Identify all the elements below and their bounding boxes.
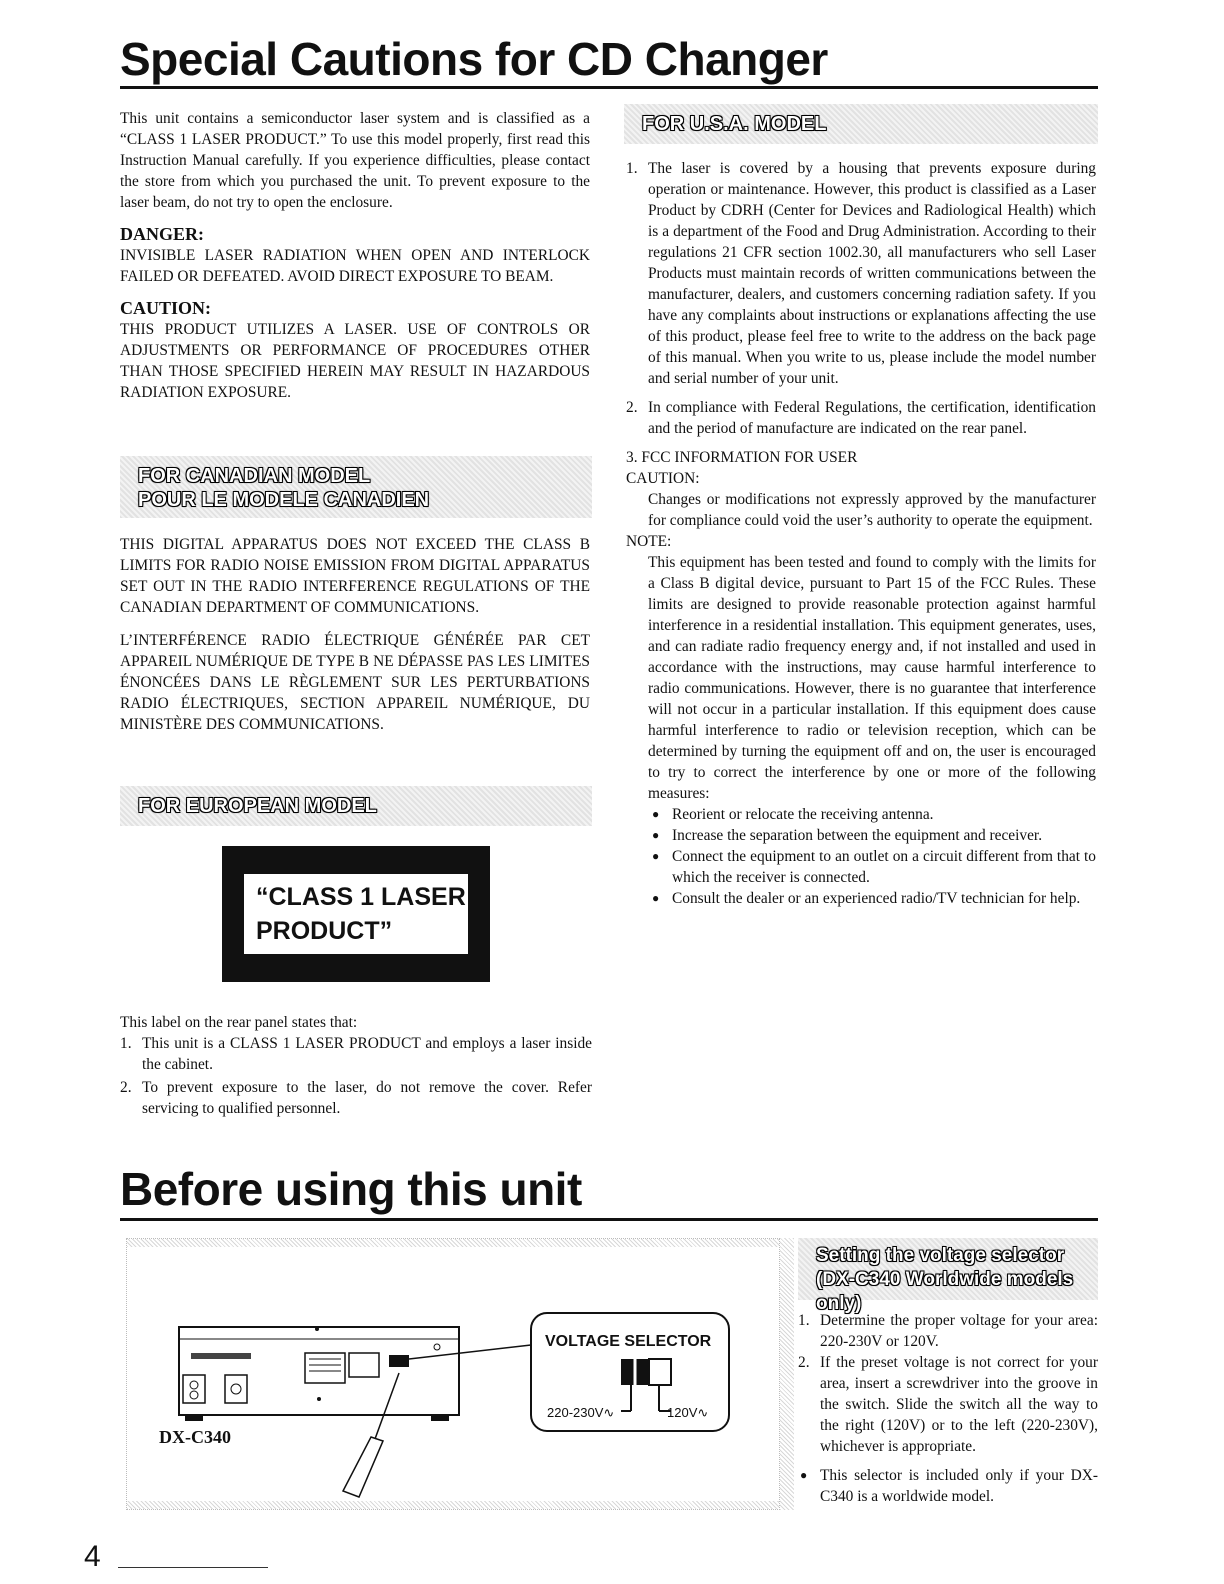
canadian-text-block <box>120 534 590 735</box>
usa-item: 1. The laser is covered by a housing that prevents exposure during operation or maintenance. However, this product is classified as a Laser Product by CDRH (Center for Devices and Radiological Health) which is a department of the Food and Drug Administration. According to their regulations 21 CFR section 1002.30, all manufacturers who sell Laser Products must maintain records of written communications between the manufacturer, dealers, and customers concerning radiation safety. If you have any complaints about instructions or explanations affecting the use of this product, please feel free to write to the address on the back page of this manual. When you write to us, please include the model number and serial number of your unit. <box>626 160 1096 387</box>
caution-heading: CAUTION: <box>120 298 212 318</box>
label-statement-block <box>120 1012 592 1127</box>
panel-foot-left <box>185 1415 203 1421</box>
divider-shade <box>780 1238 794 1510</box>
fcc-measure: ● Reorient or relocate the receiving antenna. <box>652 806 934 823</box>
voltage-right-label: 120V∿ <box>667 1405 709 1420</box>
laser-label-line1: “CLASS 1 LASER <box>256 883 466 911</box>
usa-banner-text: FOR U.S.A. MODEL <box>642 113 827 135</box>
rear-panel-drawing <box>127 1239 779 1509</box>
screw-1 <box>317 1397 321 1401</box>
left-column <box>120 108 590 403</box>
fcc-caution-label: CAUTION: <box>626 470 700 487</box>
fcc-measure: ● Increase the separation between the equipment and receiver. <box>652 827 1043 844</box>
voltage-step: 2. If the preset voltage is not correct for your area, insert a screwdriver into the groove in the switch. Slide the switch all the way to the right (120V) or to the left (220-230V), whichever is appropriate. <box>798 1354 1098 1455</box>
callout-line <box>409 1345 531 1359</box>
danger-text: INVISIBLE LASER RADIATION WHEN OPEN AND INTERLOCK FAILED OR DEFEATED. AVOID DIRECT EXPOSURE TO BEAM. <box>120 247 590 285</box>
screw-2 <box>434 1344 440 1350</box>
voltage-step: 1. Determine the proper voltage for your area: 220-230V or 120V. <box>798 1312 1098 1350</box>
title-rule <box>120 86 1098 89</box>
panel-foot-right <box>431 1415 449 1421</box>
bullet-icon: ● <box>800 1468 808 1482</box>
panel-label-strip <box>191 1353 251 1359</box>
european-banner-text: FOR EUROPEAN MODEL <box>138 795 377 817</box>
laser-label-text <box>244 874 468 954</box>
usa-item: 2. In compliance with Federal Regulations, the certification, identification and the period of manufacture are indicated on the rear panel. <box>626 399 1096 437</box>
switch-knob-light <box>649 1359 671 1385</box>
canadian-banner-line2: POUR LE MODELE CANADIEN <box>138 489 430 511</box>
intro-paragraph: This unit contains a semiconductor laser system and is classified as a “CLASS 1 LASER PRODUCT.” To use this model properly, first read this Instruction Manual carefully. If you experience difficulties, please contact the store from which you purchased the unit. To prevent exposure to the laser beam, do not try to open the enclosure. <box>120 110 590 211</box>
voltage-left-label: 220-230V∿ <box>547 1405 615 1420</box>
laser-label-line2: PRODUCT” <box>256 917 393 945</box>
voltage-selector-figure <box>126 1238 780 1510</box>
canadian-english-text: THIS DIGITAL APPARATUS DOES NOT EXCEED THE CLASS B LIMITS FOR RADIO NOISE EMISSION FROM DIGITAL APPARATUS SET OUT IN THE RADIO INTERFERENCE REGULATIONS OF THE CANADIAN DEPARTMENT OF COMMUNICATIONS. <box>120 536 590 616</box>
section-title-before-using: Before using this unit <box>120 1163 582 1215</box>
canadian-model-banner <box>120 456 592 518</box>
canadian-banner-line1: FOR CANADIAN MODEL <box>138 465 371 487</box>
voltage-banner-line2: (DX-C340 Worldwide models only) <box>816 1269 1074 1314</box>
section2-rule <box>120 1218 1098 1221</box>
screw-3 <box>315 1327 319 1331</box>
bullet-icon: ● <box>652 891 660 905</box>
voltage-instructions <box>798 1310 1098 1507</box>
danger-heading: DANGER: <box>120 224 204 244</box>
section-title-special-cautions: Special Cautions for CD Changer <box>120 33 828 85</box>
fcc-measure: ● Connect the equipment to an outlet on a circuit different from that to which the receiver is connected. <box>652 848 1096 886</box>
label-statement: This label on the rear panel states that: <box>120 1014 358 1031</box>
page-number-rule <box>118 1567 268 1568</box>
bullet-icon: ● <box>652 807 660 821</box>
screwdriver-handle <box>343 1437 383 1497</box>
voltage-switch-small <box>389 1355 409 1367</box>
laser-plate <box>349 1353 379 1377</box>
voltage-note: ● This selector is included only if your DX-C340 is a worldwide model. <box>800 1467 1098 1505</box>
socket-right <box>225 1375 247 1403</box>
fcc-note-label: NOTE: <box>626 533 672 550</box>
class1-laser-label <box>222 846 490 982</box>
socket-hole-2 <box>190 1391 198 1399</box>
socket-hole-3 <box>231 1384 241 1394</box>
voltage-banner-line1: Setting the voltage selector <box>816 1245 1065 1266</box>
bullet-icon: ● <box>652 849 660 863</box>
voltage-selector-banner <box>798 1238 1098 1314</box>
fcc-note-text: This equipment has been tested and found to comply with the limits for a Class B digital device, pursuant to Part 15 of the FCC Rules. These limits are designed to provide reasonable protection against harmful interference in a residential installation. This equipment generates, uses, and can radiate radio frequency energy and, if not installed and used in accordance with the instructions, may cause harmful interference to radio communications. However, there is no guarantee that interference will not occur in a particular installation. If this equipment does cause harmful interference to radio or television reception, which can be determined by turning the equipment off and on, the user is encouraged to try to correct the interference by one or more of the following measures: <box>648 554 1096 802</box>
rating-plate <box>305 1353 345 1383</box>
socket-hole-1 <box>190 1381 198 1389</box>
model-label: DX-C340 <box>159 1427 231 1447</box>
screwdriver-shaft <box>375 1373 399 1439</box>
fcc-caution-text: Changes or modifications not expressly approved by the manufacturer for compliance could void the user’s authority to operate the equipment. <box>648 491 1096 529</box>
bullet-icon: ● <box>652 828 660 842</box>
page-number: 4 <box>84 1540 101 1573</box>
caution-text: THIS PRODUCT UTILIZES A LASER. USE OF CONTROLS OR ADJUSTMENTS OR PERFORMANCE OF PROCEDURES OTHER THAN THOSE SPECIFIED HEREIN MAY RESULT IN HAZARDOUS RADIATION EXPOSURE. <box>120 321 590 401</box>
european-model-banner <box>120 786 592 826</box>
label-item: 1. This unit is a CLASS 1 LASER PRODUCT and employs a laser inside the cabinet. <box>120 1035 592 1073</box>
voltage-selector-label: VOLTAGE SELECTOR <box>545 1333 712 1350</box>
right-column <box>626 158 1096 909</box>
fcc-measure: ● Consult the dealer or an experienced radio/TV technician for help. <box>652 890 1081 907</box>
fcc-heading: 3. FCC INFORMATION FOR USER <box>626 449 858 466</box>
usa-model-banner <box>624 104 1098 144</box>
label-item: 2. To prevent exposure to the laser, do not remove the cover. Refer servicing to qualified personnel. <box>120 1079 592 1117</box>
canadian-french-text: L’INTERFÉRENCE RADIO ÉLECTRIQUE GÉNÉRÉE PAR CET APPAREIL NUMÉRIQUE DE TYPE B NE DÉPASSE PAS LES LIMITES ÉNONCÉES DANS LE RÈGLEMENT SUR LES PERTURBATIONS RADIO ÉLECTRIQUES, SECTION APPAREIL NUMÉRIQUE, DU MINISTÈRE DES COMMUNICATIONS. <box>120 632 590 733</box>
